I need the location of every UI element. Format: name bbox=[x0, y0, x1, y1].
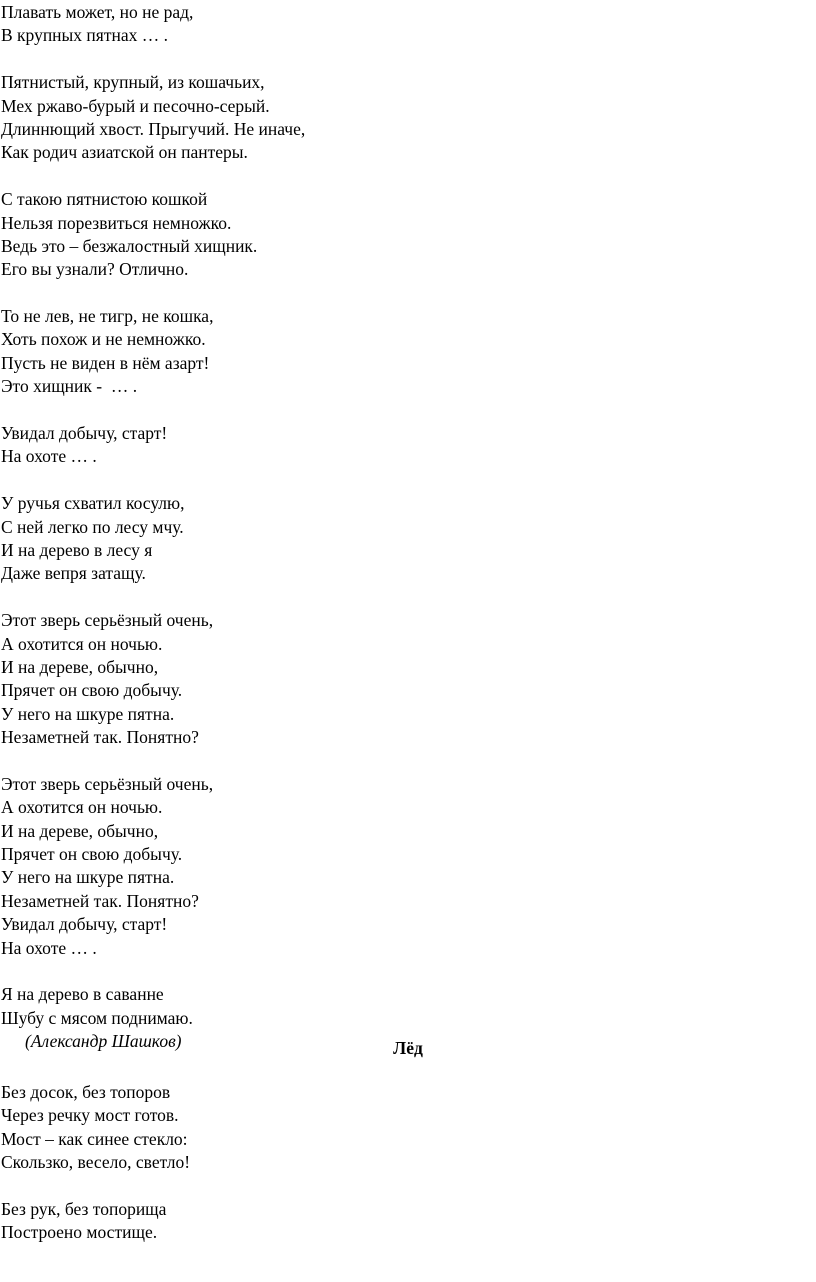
poem-2 bbox=[1, 1081, 781, 1245]
poem-line: Незаметней так. Понятно? bbox=[1, 727, 199, 748]
stanza-1 bbox=[1, 1, 781, 48]
stanza-4 bbox=[1, 305, 781, 399]
stanza-8 bbox=[1, 773, 781, 960]
poem-line: Его вы узнали? Отлично. bbox=[1, 259, 189, 280]
poem-line: И на дереве, обычно, bbox=[1, 656, 159, 677]
poem-line: Плавать может, но не рад, bbox=[1, 2, 194, 22]
poem-line: Пятнистый, крупный, из кошачьих, bbox=[1, 72, 265, 93]
poem-line: Даже вепря затащу. bbox=[1, 563, 146, 584]
stanza-5 bbox=[1, 422, 781, 469]
poem-line: Построено мостище. bbox=[1, 1222, 158, 1243]
poem-line: Мост – как синее стекло: bbox=[1, 1128, 188, 1149]
poem-title bbox=[0, 1037, 816, 1060]
poem-line: И на дереве, обычно, bbox=[1, 820, 159, 841]
poem-attribution: (Александр Шашков) bbox=[25, 1031, 182, 1052]
poem-line: Это хищник - … . bbox=[1, 376, 138, 397]
poem-line: У ручья схватил косулю, bbox=[1, 493, 185, 514]
poem-line: Увидал добычу, старт! bbox=[1, 914, 168, 935]
poem-title-text: Лёд bbox=[393, 1038, 423, 1058]
poem-line: И на дерево в лесу я bbox=[1, 539, 153, 560]
poem-line: А охотится он ночью. bbox=[1, 633, 163, 654]
poem-line: Как родич азиатской он пантеры. bbox=[1, 142, 248, 163]
stanza-2 bbox=[1, 1198, 781, 1245]
poem-line: То не лев, не тигр, не кошка, bbox=[1, 306, 214, 327]
poem-line: Этот зверь серьёзный очень, bbox=[1, 610, 214, 631]
stanza-7 bbox=[1, 609, 781, 749]
poem-line: Прячет он свою добычу. bbox=[1, 844, 183, 865]
poem-1 bbox=[1, 1, 781, 1054]
poem-line: С такою пятнистою кошкой bbox=[1, 189, 208, 210]
poem-line: Незаметней так. Понятно? bbox=[1, 890, 199, 911]
poem-line: Я на дерево в саванне bbox=[1, 984, 164, 1005]
poem-line: Шубу с мясом поднимаю. bbox=[1, 1007, 193, 1028]
poem-line: С ней легко по лесу мчу. bbox=[1, 516, 184, 537]
poem-line: Длиннющий хвост. Прыгучий. Не иначе, bbox=[1, 118, 306, 139]
stanza-6 bbox=[1, 492, 781, 586]
poem-line: Мех ржаво-бурый и песочно-серый. bbox=[1, 95, 270, 116]
stanza-2 bbox=[1, 71, 781, 165]
poem-line: В крупных пятнах … . bbox=[1, 25, 169, 46]
poem-line: Через речку мост готов. bbox=[1, 1105, 179, 1126]
poem-line: Этот зверь серьёзный очень, bbox=[1, 773, 214, 794]
poem-line: Пусть не виден в нём азарт! bbox=[1, 352, 210, 373]
poem-line: На охоте … . bbox=[1, 937, 97, 958]
poem-line: Без рук, без топорища bbox=[1, 1198, 167, 1219]
poem-line: Нельзя порезвиться немножко. bbox=[1, 212, 232, 233]
poem-line: Прячет он свою добычу. bbox=[1, 680, 183, 701]
poem-line: Скользко, весело, светло! bbox=[1, 1152, 191, 1173]
poem-line: На охоте … . bbox=[1, 446, 97, 467]
poem-line: Хоть похож и не немножко. bbox=[1, 329, 206, 350]
poem-line: У него на шкуре пятна. bbox=[1, 703, 175, 724]
poem-line: А охотится он ночью. bbox=[1, 797, 163, 818]
poem-line: Увидал добычу, старт! bbox=[1, 423, 168, 444]
stanza-3 bbox=[1, 188, 781, 282]
poem-line: У него на шкуре пятна. bbox=[1, 867, 175, 888]
stanza-1 bbox=[1, 1081, 781, 1175]
poem-line: Без досок, без топоров bbox=[1, 1082, 171, 1102]
poem-line: Ведь это – безжалостный хищник. bbox=[1, 235, 258, 256]
